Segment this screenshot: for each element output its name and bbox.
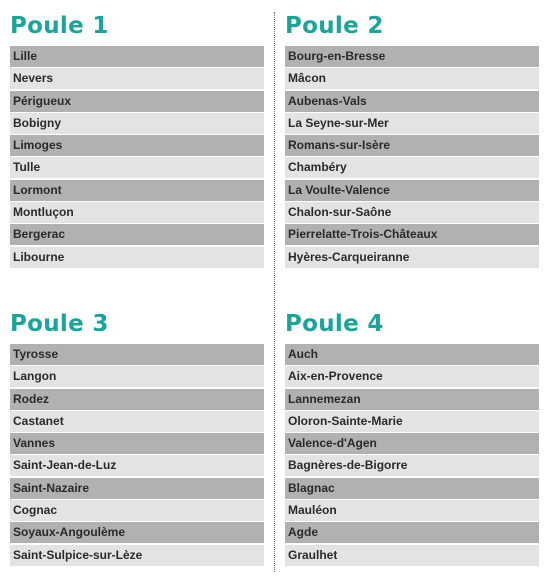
- team-row: Tulle: [10, 157, 264, 178]
- pool-2-panel: [285, 10, 539, 269]
- team-row: Vannes: [10, 433, 264, 454]
- team-row: Périgueux: [10, 91, 264, 112]
- team-row: Chalon-sur-Saône: [285, 202, 539, 223]
- team-row: Hyères-Carqueiranne: [285, 247, 539, 268]
- team-row: Bagnères-de-Bigorre: [285, 455, 539, 476]
- team-row: Blagnac: [285, 478, 539, 499]
- column-divider: [274, 12, 275, 572]
- team-list: [285, 344, 539, 566]
- pool-title: Poule 2: [285, 13, 384, 39]
- pool-title: Poule 3: [10, 311, 109, 337]
- team-row: Cognac: [10, 500, 264, 521]
- team-row: Mauléon: [285, 500, 539, 521]
- pool-title: Poule 4: [285, 311, 384, 337]
- team-row: Bobigny: [10, 113, 264, 134]
- team-row: Romans-sur-Isère: [285, 135, 539, 156]
- team-row: Auch: [285, 344, 539, 365]
- team-row: Graulhet: [285, 545, 539, 566]
- team-row: La Voulte-Valence: [285, 180, 539, 201]
- team-row: Pierrelatte-Trois-Châteaux: [285, 224, 539, 245]
- team-row: Tyrosse: [10, 344, 264, 365]
- team-row: Langon: [10, 366, 264, 387]
- team-list: [10, 344, 264, 566]
- team-row: La Seyne-sur-Mer: [285, 113, 539, 134]
- pool-title: Poule 1: [10, 13, 109, 39]
- team-row: Montluçon: [10, 202, 264, 223]
- team-row: Nevers: [10, 68, 264, 89]
- team-row: Lille: [10, 46, 264, 67]
- team-row: Valence-d'Agen: [285, 433, 539, 454]
- team-row: Saint-Jean-de-Luz: [10, 455, 264, 476]
- team-list: [285, 46, 539, 268]
- team-row: Lannemezan: [285, 389, 539, 410]
- team-row: Saint-Sulpice-sur-Lèze: [10, 545, 264, 566]
- team-row: Aubenas-Vals: [285, 91, 539, 112]
- team-row: Lormont: [10, 180, 264, 201]
- team-row: Libourne: [10, 247, 264, 268]
- team-row: Mâcon: [285, 68, 539, 89]
- team-row: Rodez: [10, 389, 264, 410]
- team-row: Agde: [285, 522, 539, 543]
- pool-4-panel: [285, 308, 539, 567]
- team-row: Saint-Nazaire: [10, 478, 264, 499]
- team-row: Chambéry: [285, 157, 539, 178]
- pool-1-panel: [10, 10, 264, 269]
- team-row: Castanet: [10, 411, 264, 432]
- team-row: Bergerac: [10, 224, 264, 245]
- team-list: [10, 46, 264, 268]
- team-row: Oloron-Sainte-Marie: [285, 411, 539, 432]
- pool-3-panel: [10, 308, 264, 567]
- team-row: Bourg-en-Bresse: [285, 46, 539, 67]
- team-row: Aix-en-Provence: [285, 366, 539, 387]
- team-row: Soyaux-Angoulème: [10, 522, 264, 543]
- team-row: Limoges: [10, 135, 264, 156]
